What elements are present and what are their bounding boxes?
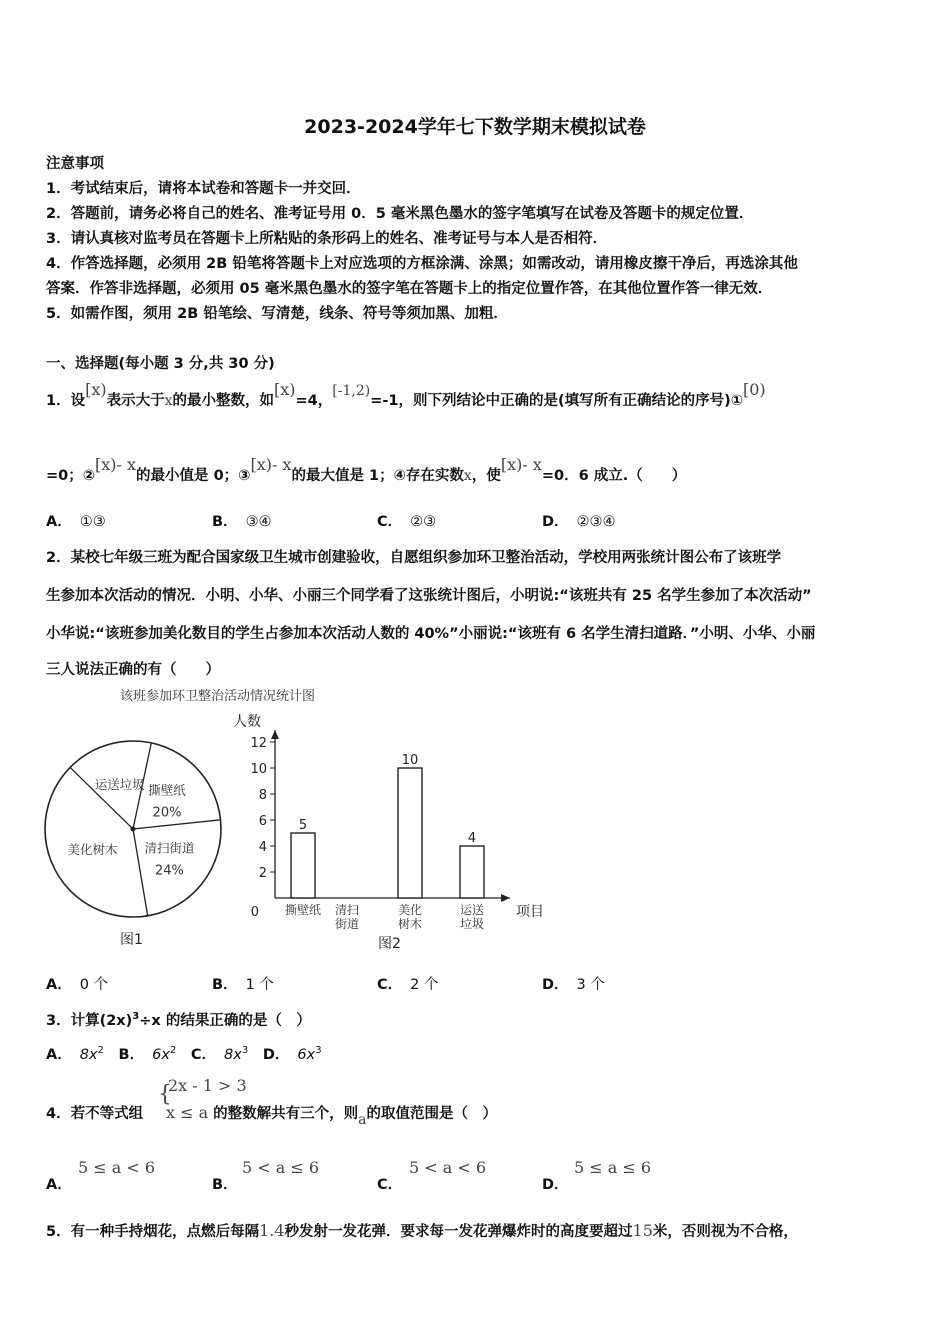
y-axis-label: 人数	[233, 714, 261, 730]
y-tick-label: 10	[250, 762, 267, 777]
notice-item: 2．答题前，请务必将自己的姓名、准考证号用 0．5 毫米黑色墨水的签字笔填写在试卷及答题卡的规定位置．	[46, 206, 754, 222]
bar	[398, 768, 422, 898]
pie-chart	[45, 741, 221, 917]
statistics-figure	[0, 680, 560, 970]
notice-item: 4．作答选择题，必须用 2B 铅笔将答题卡上对应选项的方框涂满、涂黑；如需改动，请用橡皮擦干净后，再选涂其他	[46, 256, 798, 272]
question-2-line: 生参加本次活动的情况．小明、小华、小丽三个同学看了这张统计图后，小明说:“该班共有 25 名学生参加了本次活动”	[46, 588, 812, 604]
y-tick-label: 0	[250, 905, 259, 920]
option-b: B． 1 个	[212, 977, 274, 993]
question-5-stem: 5．有一种手持烟花，点燃后每隔1.4秒发射一发花弹．要求每一发花弹爆炸时的高度要超过15米，否则视为不合格，	[46, 1221, 798, 1240]
y-tick-label: 8	[258, 788, 267, 803]
option-b-math: 5 < a ≤ 6	[242, 1158, 320, 1177]
question-4-stem: 4．若不等式组 的整数解共有三个，则a的取值范围是（ ）	[46, 1106, 497, 1128]
option-a-label: A．	[46, 1177, 72, 1193]
bar-caption: 图2	[378, 936, 401, 952]
notice-heading: 注意事项	[46, 156, 104, 172]
inequality-1: 2x - 1 > 3	[168, 1076, 247, 1095]
option-c-label: C．	[377, 1177, 403, 1193]
bar	[460, 846, 484, 898]
option-a: A． $8x^2$	[46, 1045, 104, 1063]
question-1-line-2: =0；②[x)- x的最小值是 0；③[x)- x的最大值是 1；④存在实数x，使[x)- x=0．6 成立.（ ）	[46, 455, 687, 484]
chart-title: 该班参加环卫整治活动情况统计图	[120, 689, 316, 704]
x-axis-arrow	[501, 894, 510, 902]
y-tick-label: 12	[250, 736, 267, 751]
x-category-label: 垃圾	[459, 917, 485, 931]
option-d-label: D．	[542, 1177, 569, 1193]
question-2-line: 2．某校七年级三班为配合国家级卫生城市创建验收，自愿组织参加环卫整治活动，学校用两张统计图公布了该班学	[46, 550, 782, 566]
section-heading: 一、选择题(每小题 3 分,共 30 分)	[46, 356, 275, 372]
pie-slice-label: 运送垃圾	[94, 777, 145, 793]
option-d-math: 5 ≤ a ≤ 6	[574, 1158, 652, 1177]
x-category-label: 美化	[397, 903, 423, 917]
x-category-label: 清扫	[334, 903, 360, 917]
page-title: 2023-2024学年七下数学期末模拟试卷	[304, 116, 646, 138]
pie-slice-label: 清扫街道	[144, 840, 195, 856]
notice-item: 3．请认真核对监考员在答题卡上所粘贴的条形码上的姓名、准考证号与本人是否相符．	[46, 231, 608, 247]
option-d: D． 3 个	[542, 977, 605, 993]
bar-value-label: 4	[467, 831, 477, 846]
option-b: B． $6x^2$	[118, 1045, 177, 1063]
inequality-2: x ≤ a	[166, 1103, 209, 1122]
bar	[291, 833, 315, 898]
x-category-label: 街道	[334, 917, 360, 931]
y-tick-label: 4	[258, 840, 267, 855]
y-axis-arrow	[271, 730, 279, 739]
pie-slice-label: 美化树木	[67, 842, 118, 858]
question-2-line: 小华说:“该班参加美化数目的学生占参加本次活动人数的 40%”小丽说:“该班有 6 名学生清扫道路．”小明、小华、小丽	[46, 626, 816, 642]
pie-slice-boundary	[133, 820, 221, 829]
x-category-label: 树木	[397, 917, 423, 931]
x-category-label: 运送	[459, 903, 485, 917]
pie-slice-percent: 20%	[152, 805, 182, 821]
pie-slice-percent: 24%	[154, 863, 184, 879]
x-axis-label: 项目	[516, 904, 544, 920]
option-c: C． ②③	[377, 514, 437, 530]
x-category-label: 撕壁纸	[284, 903, 322, 917]
question-2-line: 三人说法正确的有（ ）	[46, 662, 220, 678]
bar-value-label: 5	[298, 818, 308, 833]
question-3-stem: 3．计算$(2x)^3\div x$ 的结果正确的是（ ）	[46, 1011, 311, 1029]
option-c: C． 2 个	[377, 977, 439, 993]
notice-item: 答案．作答非选择题，必须用 05 毫米黑色墨水的签字笔在答题卡上的指定位置作答，在其他位置作答一律无效．	[46, 281, 773, 297]
bar-value-label: 10	[401, 753, 419, 768]
pie-caption: 图1	[120, 932, 143, 948]
notice-item: 1．考试结束后，请将本试卷和答题卡一并交回．	[46, 181, 361, 197]
option-a: A． ①③	[46, 514, 106, 530]
option-c-math: 5 < a < 6	[409, 1158, 487, 1177]
question-3-options	[46, 1043, 322, 1064]
option-d: D． $6x^3$	[262, 1045, 322, 1063]
notice-item: 5．如需作图，须用 2B 铅笔绘、写清楚，线条、符号等须加黑、加粗．	[46, 306, 508, 322]
option-c: C． $8x^3$	[190, 1045, 249, 1063]
bar-chart	[233, 713, 544, 931]
option-a-math: 5 ≤ a < 6	[78, 1158, 156, 1177]
y-tick-label: 6	[258, 814, 267, 829]
option-b-label: B．	[212, 1177, 238, 1193]
brace: {	[158, 1082, 172, 1107]
pie-slice-label: 撕壁纸	[148, 782, 186, 798]
option-d: D． ②③④	[542, 514, 616, 530]
pie-center	[131, 827, 136, 832]
y-tick-label: 2	[258, 866, 267, 881]
option-a: A． 0 个	[46, 977, 109, 993]
option-b: B． ③④	[212, 514, 272, 530]
question-1-line-1: 1．设[x)表示大于x的最小整数，如[x)=4，[-1,2)=-1，则下列结论中正确的是(填写所有正确结论的序号)①[0)	[46, 380, 766, 409]
